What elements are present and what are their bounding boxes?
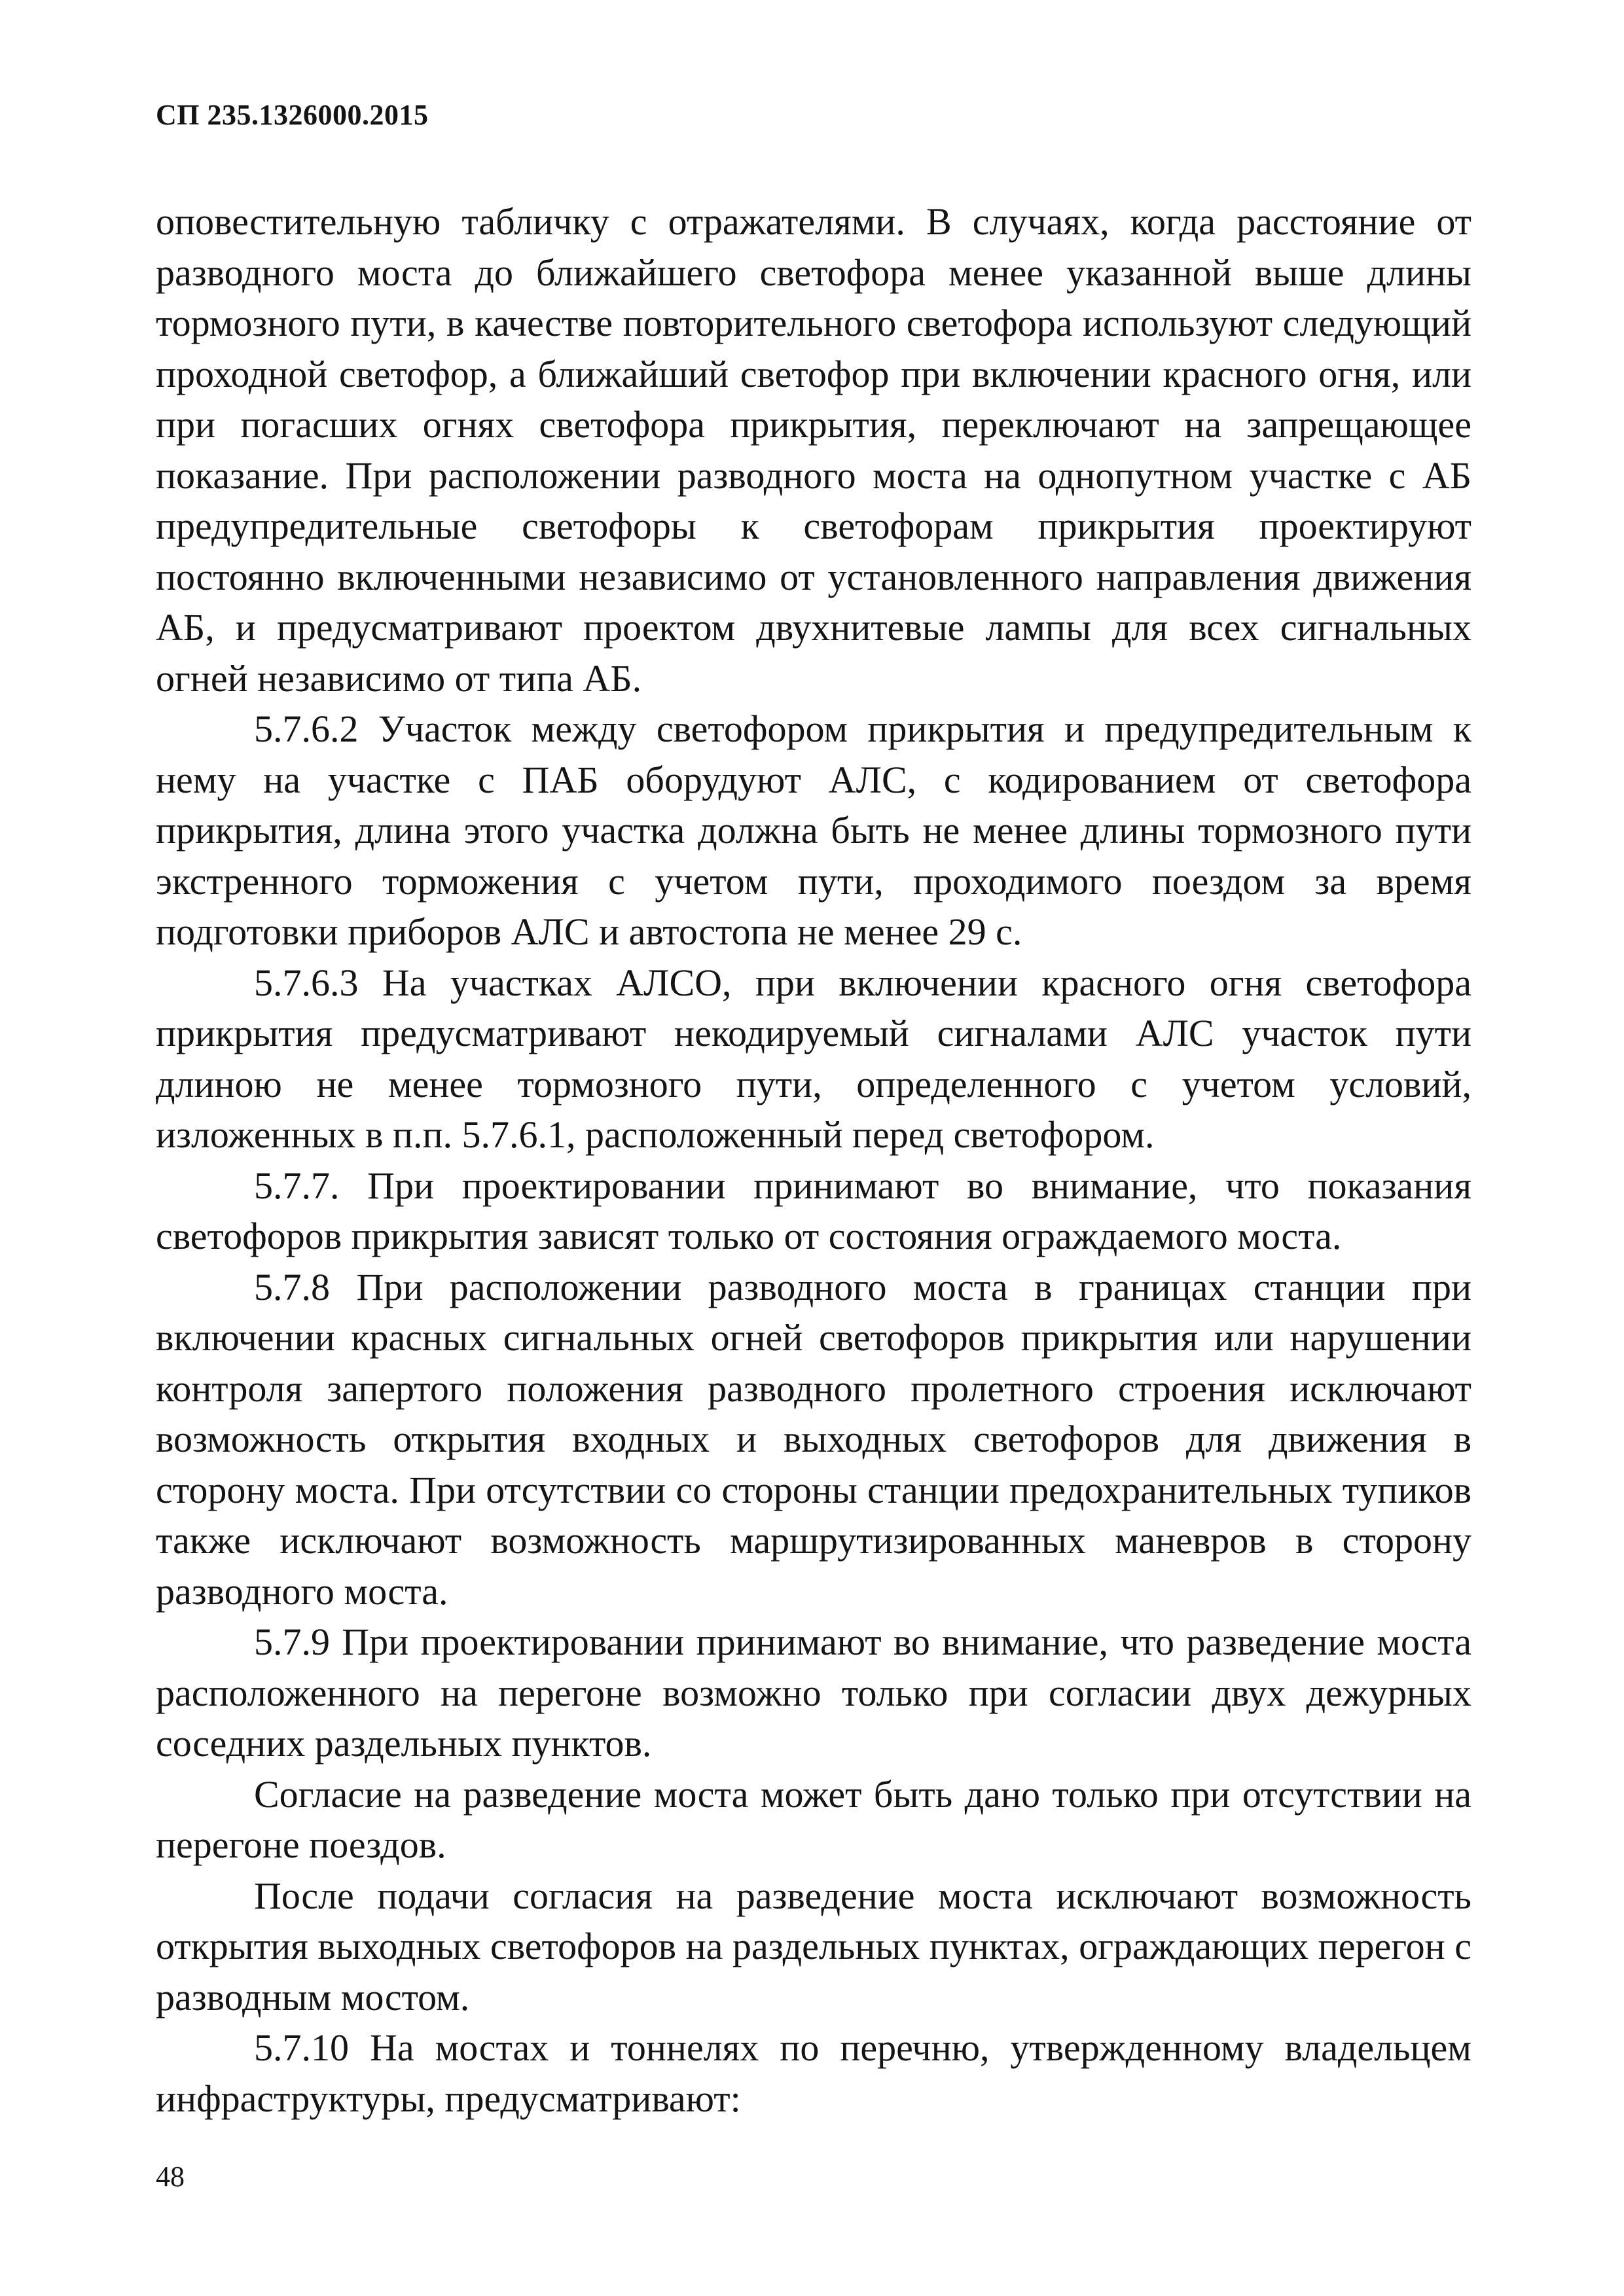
paragraph-consent-condition: Согласие на разведение моста может быть дано только при отсутствии на перегоне поездов. xyxy=(156,1772,1471,1866)
paragraph-5-7-6-3: 5.7.6.3 На участках АЛСО, при включении красного огня светофора прикрытия предусматривают некодируемый сигналами АЛС участок пути длиною не менее тормозного пути, определенного с учетом условий, изложенных в п.п. 5.7.6.1, расположенный перед светофором. xyxy=(156,961,1471,1156)
paragraph-after-consent: После подачи согласия на разведение моста исключают возможность открытия выходных светофоров на раздельных пунктах, ограждающих перегон с разводным мостом. xyxy=(156,1874,1471,2018)
page-number: 48 xyxy=(156,2161,185,2193)
paragraph-5-7-7: 5.7.7. При проектировании принимают во внимание, что показания светофоров прикрытия зависят только от состояния ограждаемого моста. xyxy=(156,1164,1471,1257)
document-body xyxy=(156,196,1471,2124)
paragraph-5-7-6-2: 5.7.6.2 Участок между светофором прикрытия и предупредительным к нему на участке с ПАБ оборудуют АЛС, с кодированием от светофора прикрытия, длина этого участка должна быть не менее длины тормозного пути экстренного торможения с учетом пути, проходимого поездом за время подготовки приборов АЛС и автостопа не менее 29 с. xyxy=(156,708,1471,953)
paragraph-5-7-9: 5.7.9 При проектировании принимают во внимание, что разведение моста расположенного на перегоне возможно только при согласии двух дежурных соседних раздельных пунктов. xyxy=(156,1621,1471,1765)
paragraph-5-7-8: 5.7.8 При расположении разводного моста в границах станции при включении красных сигнальных огней светофоров прикрытия или нарушении контроля запертого положения разводного пролетного строения исключают возможность открытия входных и выходных светофоров для движения в сторону моста. При отсутствии со стороны станции предохранительных тупиков также исключают возможность маршрутизированных маневров в сторону разводного моста. xyxy=(156,1265,1471,1613)
paragraph-5-7-10: 5.7.10 На мостах и тоннелях по перечню, утвержденному владельцем инфраструктуры, предусматривают: xyxy=(156,2026,1471,2120)
paragraph-continuation: оповестительную табличку с отражателями. В случаях, когда расстояние от разводного моста до ближайшего светофора менее указанной выше длины тормозного пути, в качестве повторительного светофора используют следующий проходной светофор, а ближайший светофор при включении красного огня, или при погасших огнях светофора прикрытия, переключают на запрещающее показание. При расположении разводного моста на однопутном участке с АБ предупредительные светофоры к светофорам прикрытия проектируют постоянно включенными независимо от установленного направления движения АБ, и предусматривают проектом двухнитевые лампы для всех сигнальных огней независимо от типа АБ. xyxy=(156,200,1471,700)
document-code-header: СП 235.1326000.2015 xyxy=(156,99,429,131)
